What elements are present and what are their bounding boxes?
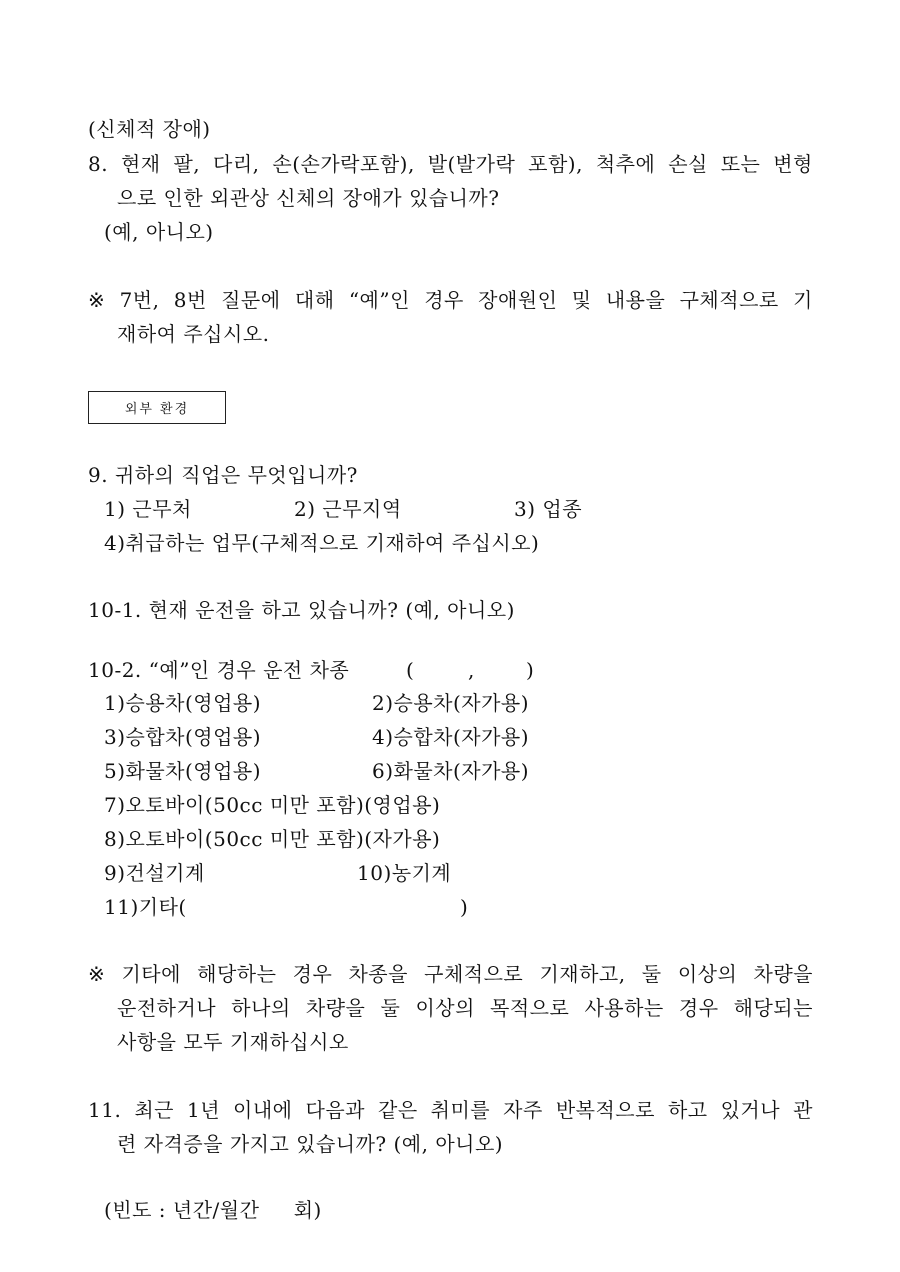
vehicle-option-9: 9)건설기계	[104, 861, 205, 885]
q9-option-industry: 3) 업종	[514, 497, 583, 521]
q9-option-workplace: 1) 근무처	[104, 497, 192, 521]
vehicle-option-11-close: )	[460, 895, 469, 919]
vehicle-option-3: 3)승합차(영업용)	[104, 725, 262, 749]
q10-2-title: 10-2. “예”인 경우 운전 차종	[88, 658, 350, 682]
vehicle-option-4: 4)승합차(자가용)	[372, 725, 530, 749]
q10-2-blank	[406, 657, 536, 683]
vehicle-option-5: 5)화물차(영업용)	[104, 759, 262, 783]
vehicle-option-1: 1)승용차(영업용)	[104, 691, 262, 715]
q11-line-1: 11. 최근 1년 이내에 다음과 같은 취미를 자주 반복적으로 하고 있거나 관	[88, 1098, 813, 1122]
q11-frequency: (빈도 : 년간/월간 회)	[104, 1198, 322, 1222]
blank-close-paren: )	[526, 658, 535, 682]
q9-option-duties: 4)취급하는 업무(구체적으로 기재하여 주십시오)	[104, 531, 540, 555]
note-1-line-2: 재하여 주십시오.	[117, 322, 270, 346]
section-physical-disability: (신체적 장애)	[88, 117, 211, 141]
q8-answer: (예, 아니오)	[104, 220, 214, 244]
blank-comma: ,	[468, 658, 475, 682]
q10-1: 10-1. 현재 운전을 하고 있습니까? (예, 아니오)	[88, 598, 515, 622]
q8-line-2: 으로 인한 외관상 신체의 장애가 있습니까?	[117, 186, 500, 210]
note-2-line-2: 운전하거나 하나의 차량을 둘 이상의 목적으로 사용하는 경우 해당되는	[117, 996, 813, 1020]
blank-open-paren: (	[406, 658, 415, 682]
note-1-line-1: ※ 7번, 8번 질문에 대해 “예”인 경우 장애원인 및 내용을 구체적으로 기	[88, 288, 813, 312]
note-2-line-3: 사항을 모두 기재하십시오	[117, 1030, 349, 1054]
q11-line-2: 련 자격증을 가지고 있습니까? (예, 아니오)	[117, 1132, 504, 1156]
vehicle-option-6: 6)화물차(자가용)	[372, 759, 530, 783]
vehicle-option-8: 8)오토바이(50cc 미만 포함)(자가용)	[104, 827, 441, 851]
vehicle-option-10: 10)농기계	[357, 861, 452, 885]
q9-title: 9. 귀하의 직업은 무엇입니까?	[88, 463, 358, 487]
vehicle-option-7: 7)오토바이(50cc 미만 포함)(영업용)	[104, 793, 441, 817]
q8-line-1: 8. 현재 팔, 다리, 손(손가락포함), 발(발가락 포함), 척추에 손실 또는 변형	[88, 152, 813, 176]
section-external-environment: 외부 환경	[88, 391, 226, 424]
note-2-line-1: ※ 기타에 해당하는 경우 차종을 구체적으로 기재하고, 둘 이상의 차량을	[88, 962, 813, 986]
q9-option-work-region: 2) 근무지역	[294, 497, 402, 521]
vehicle-option-11: 11)기타(	[104, 895, 187, 919]
vehicle-option-2: 2)승용차(자가용)	[372, 691, 530, 715]
